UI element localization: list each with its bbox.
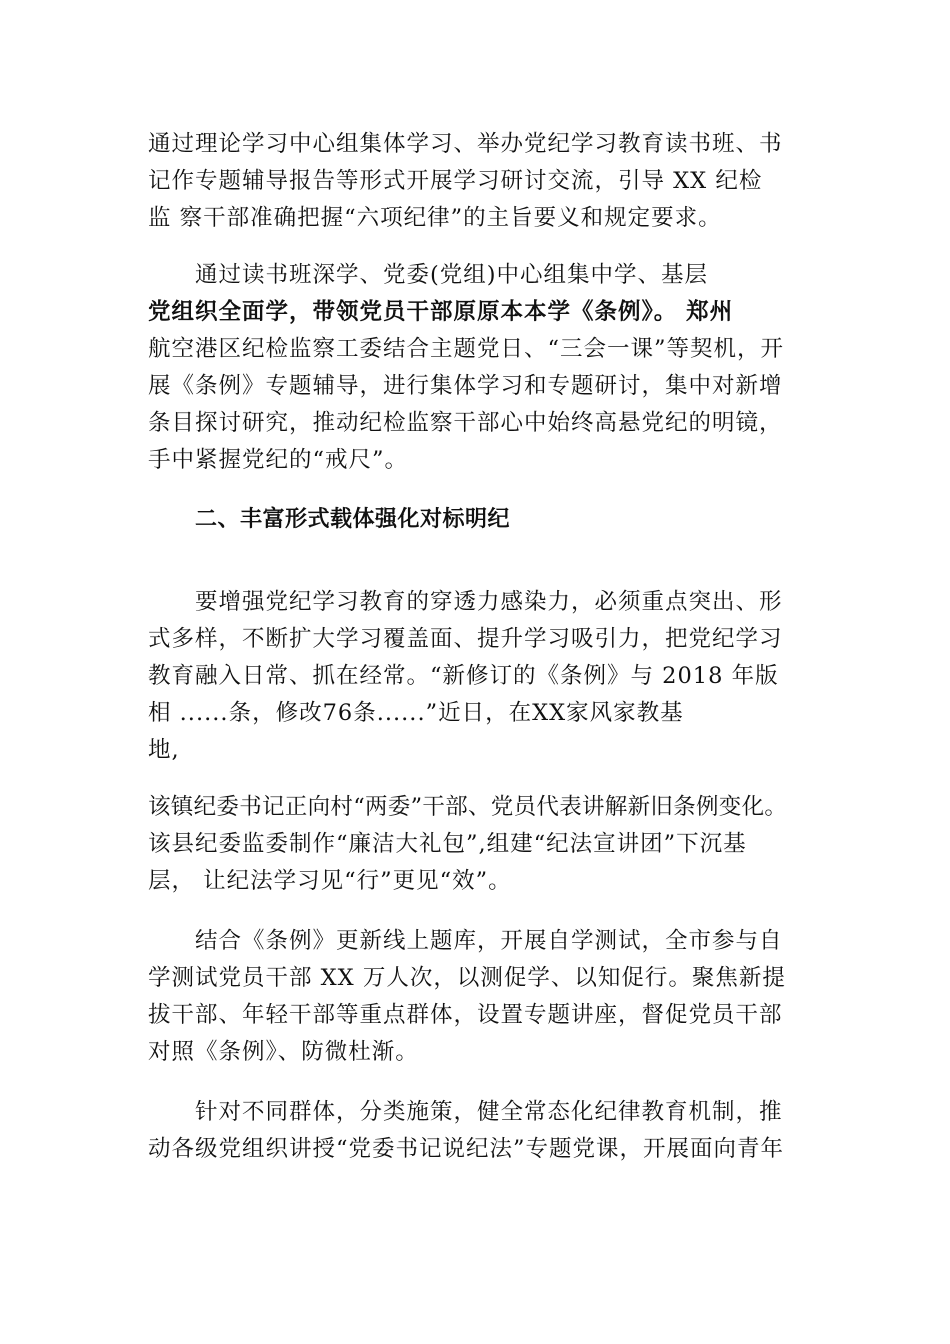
paragraph-3-line-1: 要增强党纪学习教育的穿透力感染力，必须重点突出、形 [195,589,783,615]
paragraph-4-line-3: 层， 让纪法学习见“行”更见“效”。 [148,868,512,894]
paragraph-1-line-1: 通过理论学习中心组集体学习、举办党纪学习教育读书班、书 [148,131,783,157]
paragraph-2-line-1: 通过读书班深学、党委(党组)中心组集中学、基层 [195,262,709,288]
paragraph-2-line-2: 党组织全面学，带领党员干部原原本本学《条例》。 郑州 [148,299,734,325]
paragraph-2-line-5: 条目探讨研究，推动纪检监察干部心中始终高悬党纪的明镜， [148,410,783,436]
paragraph-6-line-2: 动各级党组织讲授“党委书记说纪法”专题党课，开展面向青年 [148,1136,785,1162]
paragraph-5-line-4: 对照《条例》、防微杜渐。 [148,1039,419,1065]
paragraph-6-line-1: 针对不同群体，分类施策，健全常态化纪律教育机制，推 [195,1099,783,1125]
paragraph-1-line-3: 监 察干部准确把握“六项纪律”的主旨要义和规定要求。 [148,205,722,231]
paragraph-2-line-4: 展《条例》专题辅导，进行集体学习和专题研讨，集中对新增 [148,373,783,399]
paragraph-5-line-2: 学测试党员干部 XX 万人次，以测促学、以知促行。聚焦新提 [148,965,786,991]
paragraph-4-line-2: 该县纪委监委制作“廉洁大礼包”,组建“纪法宣讲团”下沉基 [148,831,747,857]
paragraph-5-line-3: 拔干部、年轻干部等重点群体，设置专题讲座，督促党员干部 [148,1002,783,1028]
paragraph-1-line-2: 记作专题辅导报告等形式开展学习研讨交流，引导 XX 纪检 [148,168,763,194]
paragraph-3-line-4: 相 ......条，修改76条......”近日，在XX家风家教基 [148,700,684,726]
paragraph-3-line-5: 地, [148,737,180,763]
section-heading: 二、丰富形式载体强化对标明纪 [195,507,511,532]
paragraph-2-line-6: 手中紧握党纪的“戒尺”。 [148,447,409,473]
paragraph-3-line-3: 教育融入日常、抓在经常。“新修订的《条例》与 2018 年版 [148,663,779,689]
paragraph-4-line-1: 该镇纪委书记正向村“两委”干部、党员代表讲解新旧条例变化。 [148,794,788,820]
paragraph-3-line-2: 式多样，不断扩大学习覆盖面、提升学习吸引力，把党纪学习 [148,626,783,652]
paragraph-2-line-3: 航空港区纪检监察工委结合主题党日、“三会一课”等契机，开 [148,336,785,362]
paragraph-5-line-1: 结合《条例》更新线上题库，开展自学测试，全市参与自 [195,928,783,954]
